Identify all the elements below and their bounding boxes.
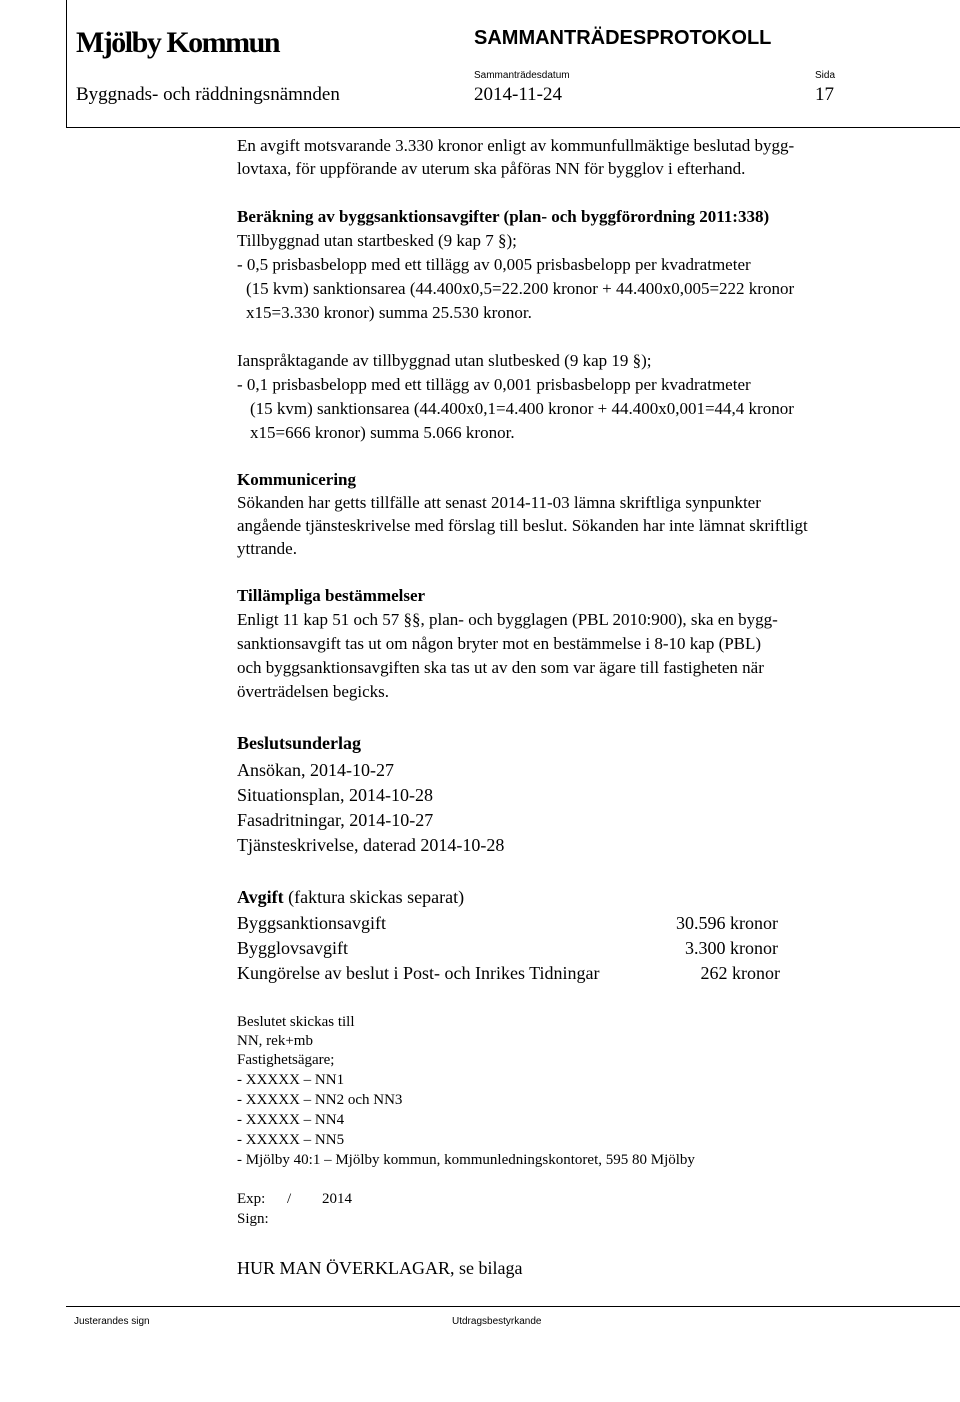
fee-amount: 30.596 kronor bbox=[676, 913, 778, 933]
fees-heading: Avgift bbox=[237, 887, 284, 907]
intro-line: lovtaxa, för uppförande av uterum ska påföras NN för bygglov i efterhand. bbox=[237, 159, 746, 178]
committee-name: Byggnads- och räddningsnämnden bbox=[76, 84, 340, 105]
communication-line: Sökanden har getts tillfälle att senast 2014-11-03 lämna skriftliga synpunkter bbox=[237, 493, 761, 512]
sent-line: - XXXXX – NN1 bbox=[237, 1072, 345, 1088]
basis-item: Tjänsteskrivelse, daterad 2014-10-28 bbox=[237, 835, 505, 855]
fee-label: Byggsanktionsavgift bbox=[237, 913, 386, 933]
org-name: Mjölby Kommun bbox=[76, 26, 280, 59]
communication-line: yttrande. bbox=[237, 539, 297, 558]
footer-rule bbox=[66, 1306, 960, 1307]
exp-label: Exp: bbox=[237, 1191, 266, 1207]
calc-line: (15 kvm) sanktionsarea (44.400x0,5=22.200 kronor + 44.400x0,005=222 kronor bbox=[246, 279, 795, 298]
communication-heading: Kommunicering bbox=[237, 470, 356, 489]
sent-line: - Mjölby 40:1 – Mjölby kommun, kommunledningskontoret, 595 80 Mjölby bbox=[237, 1152, 695, 1168]
footer-certification-label: Utdragsbestyrkande bbox=[452, 1316, 542, 1327]
fees-heading-line bbox=[237, 885, 464, 909]
usage-line: - 0,1 prisbasbelopp med ett tillägg av 0,001 prisbasbelopp per kvadratmeter bbox=[237, 375, 751, 394]
intro-line: En avgift motsvarande 3.330 kronor enligt av kommunfullmäktige beslutad bygg- bbox=[237, 136, 795, 155]
meeting-date: 2014-11-24 bbox=[474, 84, 562, 105]
basis-heading: Beslutsunderlag bbox=[237, 733, 362, 753]
rules-line: överträdelsen begicks. bbox=[237, 682, 389, 701]
communication-line: angående tjänsteskrivelse med förslag till beslut. Sökanden har inte lämnat skriftligt bbox=[237, 516, 808, 535]
fee-amount: 262 kronor bbox=[700, 963, 780, 983]
page-number: 17 bbox=[815, 84, 834, 105]
usage-line: Ianspråktagande av tillbyggnad utan slutbesked (9 kap 19 §); bbox=[237, 351, 652, 370]
page-label: Sida bbox=[815, 70, 836, 81]
exp-year: 2014 bbox=[322, 1191, 352, 1207]
usage-line: (15 kvm) sanktionsarea (44.400x0,1=4.400 kronor + 44.400x0,001=44,4 kronor bbox=[250, 399, 794, 418]
rules-heading: Tillämpliga bestämmelser bbox=[237, 586, 426, 605]
rules-line: Enligt 11 kap 51 och 57 §§, plan- och bygglagen (PBL 2010:900), ska en bygg- bbox=[237, 610, 778, 629]
calc-line: x15=3.330 kronor) summa 25.530 kronor. bbox=[246, 303, 532, 322]
calc-line: Tillbyggnad utan startbesked (9 kap 7 §); bbox=[237, 231, 517, 250]
fees-heading-note: (faktura skickas separat) bbox=[283, 887, 465, 907]
basis-item: Fasadritningar, 2014-10-27 bbox=[237, 810, 434, 830]
rules-line: och byggsanktionsavgiften ska tas ut av den som var ägare till fastigheten när bbox=[237, 658, 764, 677]
header-vertical-rule bbox=[66, 0, 67, 127]
exp-slash: / bbox=[287, 1191, 292, 1207]
fee-label: Kungörelse av beslut i Post- och Inrikes Tidningar bbox=[237, 963, 600, 983]
fee-amount: 3.300 kronor bbox=[685, 938, 778, 958]
basis-item: Situationsplan, 2014-10-28 bbox=[237, 785, 433, 805]
sent-line: - XXXXX – NN2 och NN3 bbox=[237, 1092, 403, 1108]
date-label: Sammanträdesdatum bbox=[474, 70, 570, 81]
footer-initials-label: Justerandes sign bbox=[74, 1316, 150, 1327]
sent-line: NN, rek+mb bbox=[237, 1033, 313, 1049]
calc-line: - 0,5 prisbasbelopp med ett tillägg av 0,005 prisbasbelopp per kvadratmeter bbox=[237, 255, 751, 274]
basis-item: Ansökan, 2014-10-27 bbox=[237, 760, 394, 780]
usage-line: x15=666 kronor) summa 5.066 kronor. bbox=[250, 423, 515, 442]
sent-line: Fastighetsägare; bbox=[237, 1052, 335, 1068]
appeal-note: HUR MAN ÖVERKLAGAR, se bilaga bbox=[237, 1258, 523, 1278]
header-rule bbox=[66, 127, 960, 128]
document-title: SAMMANTRÄDESPROTOKOLL bbox=[474, 27, 772, 49]
fee-label: Bygglovsavgift bbox=[237, 938, 348, 958]
calc-heading: Beräkning av byggsanktionsavgifter (plan- och byggförordning 2011:338) bbox=[237, 207, 770, 226]
sent-line: - XXXXX – NN5 bbox=[237, 1132, 345, 1148]
sent-heading: Beslutet skickas till bbox=[237, 1014, 355, 1030]
sign-label: Sign: bbox=[237, 1211, 269, 1227]
sent-line: - XXXXX – NN4 bbox=[237, 1112, 345, 1128]
rules-line: sanktionsavgift tas ut om någon bryter mot en bestämmelse i 8-10 kap (PBL) bbox=[237, 634, 762, 653]
